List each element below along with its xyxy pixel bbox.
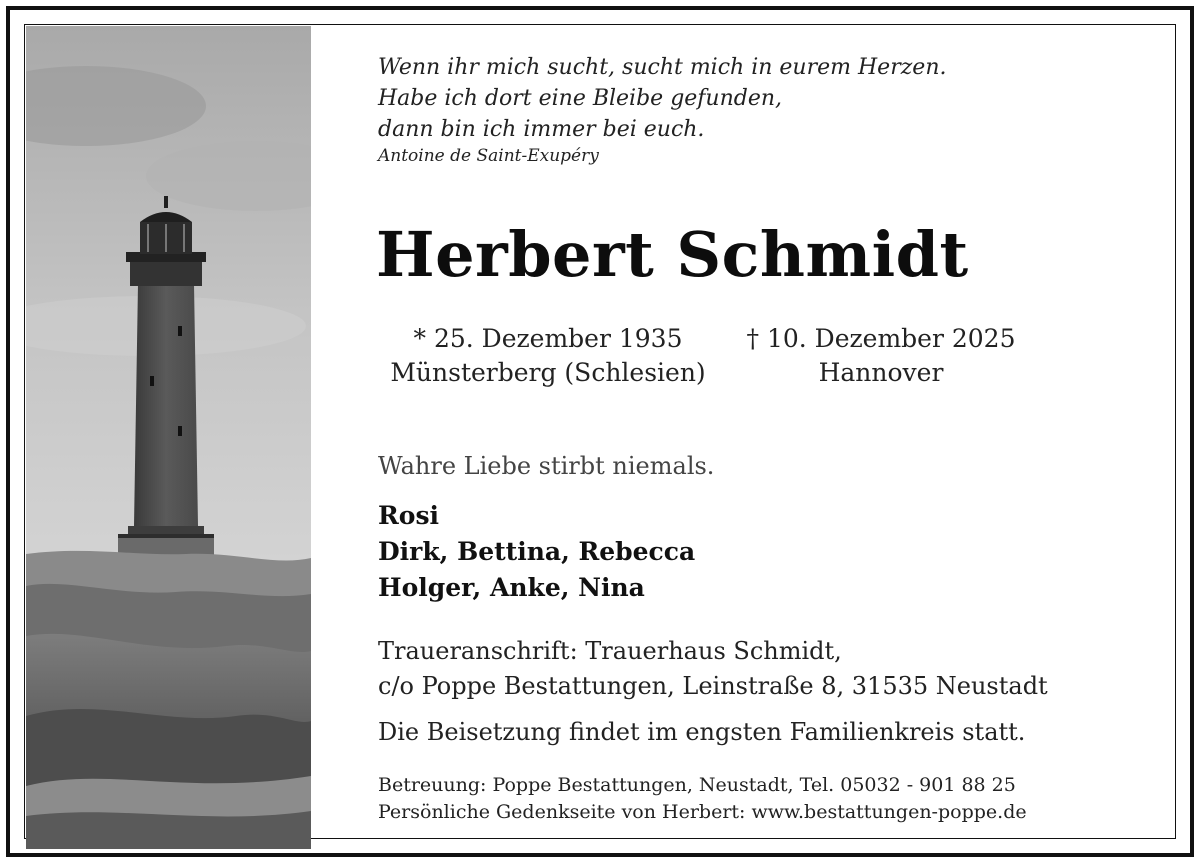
mourning-address xyxy=(378,634,1048,704)
quote-line: Wenn ihr mich sucht, sucht mich in eurem Herzen. xyxy=(378,55,947,80)
lighthouse-photo xyxy=(26,26,311,849)
family-member: Dirk, Bettina, Rebecca xyxy=(378,537,696,566)
quote xyxy=(378,52,946,145)
birth-info xyxy=(378,322,718,390)
memorial-page-link[interactable]: Persönliche Gedenkseite von Herbert: www.bestattungen-poppe.de xyxy=(378,801,1027,823)
family-member: Rosi xyxy=(378,501,440,530)
quote-line: Habe ich dort eine Bleibe gefunden, xyxy=(378,86,783,111)
motto: Wahre Liebe stirbt niemals. xyxy=(378,452,715,480)
birth-place: Münsterberg (Schlesien) xyxy=(390,358,706,387)
birth-date: * 25. Dezember 1935 xyxy=(413,324,683,353)
footer xyxy=(378,772,1027,826)
address-line: Traueranschrift: Trauerhaus Schmidt, xyxy=(378,637,842,665)
obituary-frame xyxy=(6,6,1194,857)
death-place: Hannover xyxy=(818,358,944,387)
family-member: Holger, Anke, Nina xyxy=(378,573,645,602)
obituary-text xyxy=(370,10,1190,853)
death-info xyxy=(736,322,1026,390)
quote-line: dann bin ich immer bei euch. xyxy=(378,117,705,142)
deceased-name: Herbert Schmidt xyxy=(376,218,969,291)
care-info: Betreuung: Poppe Bestattungen, Neustadt, Tel. 05032 - 901 88 25 xyxy=(378,774,1016,796)
quote-author: Antoine de Saint-Exupéry xyxy=(378,146,599,166)
family-list xyxy=(378,498,695,606)
burial-note: Die Beisetzung findet im engsten Familienkreis statt. xyxy=(378,718,1026,746)
death-date: † 10. Dezember 2025 xyxy=(746,324,1016,353)
address-line: c/o Poppe Bestattungen, Leinstraße 8, 31535 Neustadt xyxy=(378,672,1048,700)
